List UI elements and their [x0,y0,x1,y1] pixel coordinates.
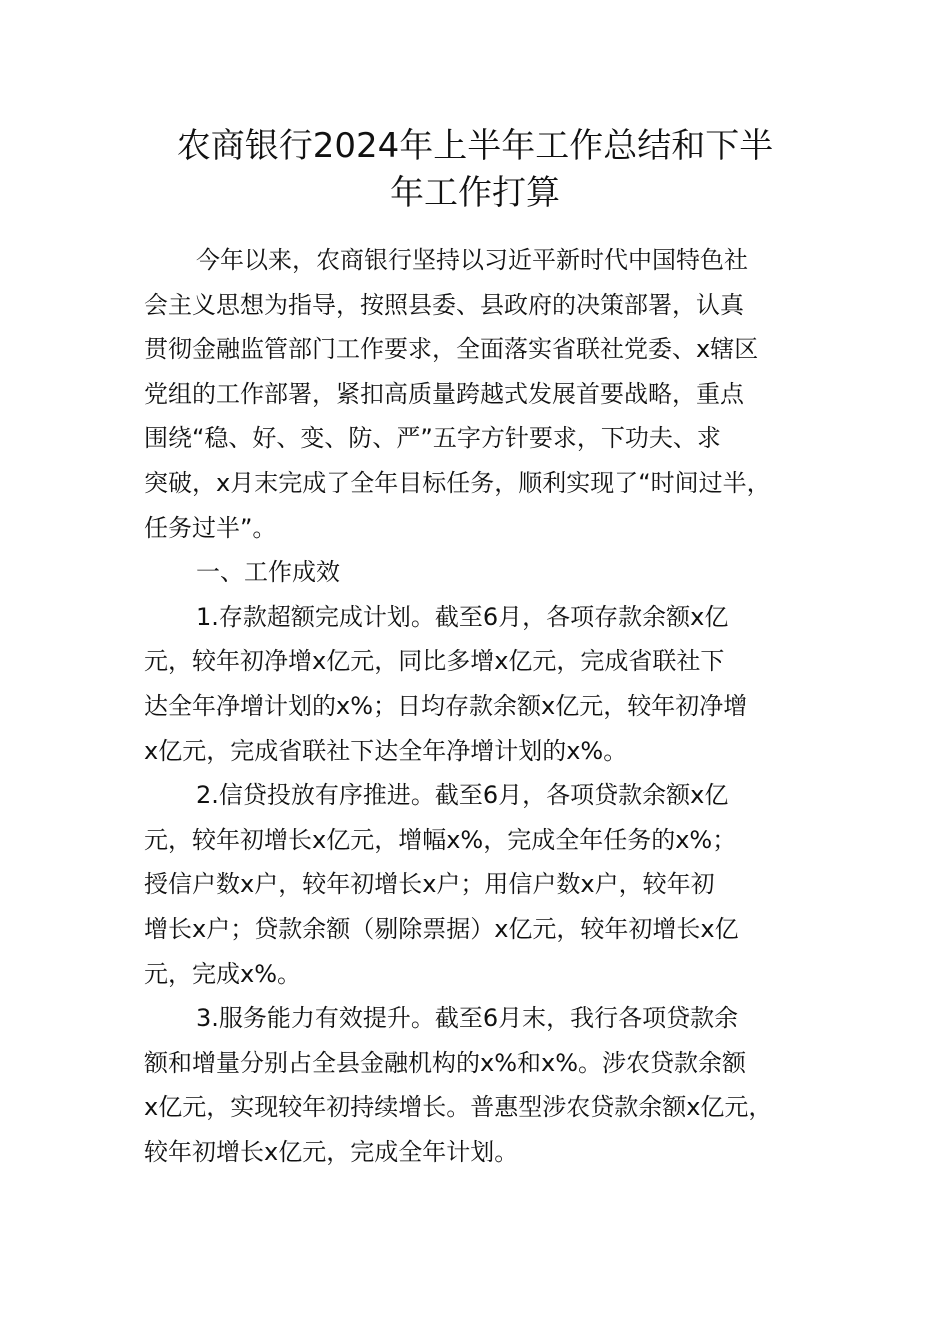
text-line: 贯彻金融监管部门工作要求，全面落实省联社党委、x辖区 [144,335,759,364]
document-body [144,238,834,1174]
text-line: 突破，x月末完成了全年目标任务，顺利实现了“时间过半， [144,468,771,497]
text-line: 3.服务能力有效提升。截至6月末，我行各项贷款余 [196,1004,739,1033]
intro-paragraph [144,238,834,550]
text-line: x亿元，完成省联社下达全年净增计划的x%。 [144,736,628,765]
text-line: 围绕“稳、好、变、防、严”五字方针要求，下功夫、求 [144,424,721,453]
item-1-paragraph [144,595,834,773]
text-line: 达全年净增计划的x%；日均存款余额x亿元，较年初净增 [144,691,748,720]
text-line: 授信户数x户，较年初增长x户；用信户数x户，较年初 [144,870,715,899]
section-heading [144,550,834,595]
text-line: 元，较年初增长x亿元，增幅x%，完成全年任务的x%； [144,825,737,854]
text-line: 较年初增长x亿元，完成全年计划。 [144,1137,519,1166]
text-line: 增长x户；贷款余额（剔除票据）x亿元，较年初增长x亿 [144,914,739,943]
document-title-line-2: 年工作打算 [390,173,560,213]
text-line: 任务过半”。 [144,513,277,542]
section-1-heading: 一、工作成效 [196,558,340,587]
text-line: 元，较年初净增x亿元，同比多增x亿元，完成省联社下 [144,647,725,676]
item-3-paragraph [144,996,834,1174]
text-line: 今年以来，农商银行坚持以习近平新时代中国特色社 [196,246,748,274]
text-line: 元，完成x%。 [144,959,302,988]
item-2-paragraph [144,773,834,996]
document-title-line-1: 农商银行2024年上半年工作总结和下半 [176,126,774,166]
text-line: 2.信贷投放有序推进。截至6月，各项贷款余额x亿 [196,781,729,810]
text-line: x亿元，实现较年初持续增长。普惠型涉农贷款余额x亿元， [144,1093,773,1122]
text-line: 党组的工作部署，紧扣高质量跨越式发展首要战略，重点 [144,379,744,408]
text-line: 会主义思想为指导，按照县委、县政府的决策部署，认真 [144,290,744,319]
text-line: 1.存款超额完成计划。截至6月，各项存款余额x亿 [196,602,729,631]
text-line: 额和增量分别占全县金融机构的x%和x%。涉农贷款余额 [144,1048,747,1077]
